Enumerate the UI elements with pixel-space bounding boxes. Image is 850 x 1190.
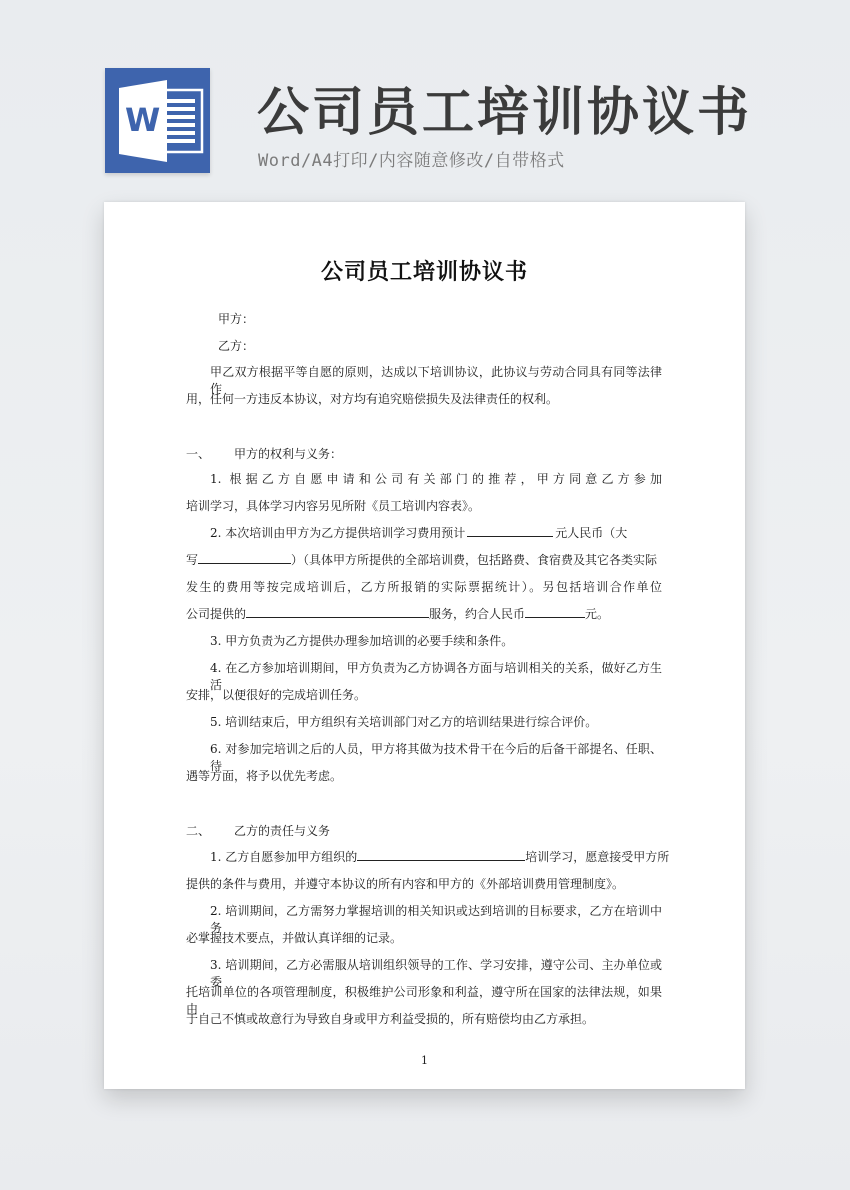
- word-icon-letter: W: [125, 101, 161, 139]
- s2-item2-line1: 2. 培训期间，乙方需努力掌握培训的相关知识或达到培训的目标要求，乙方在培训中务: [210, 904, 662, 935]
- section1-heading: 甲方的权利与义务：: [234, 447, 343, 461]
- s2-item1-text-b: 培训学习，愿意接受甲方所: [525, 850, 670, 864]
- s1-item4-line2: 安排，以便很好的完成培训任务。: [186, 688, 367, 702]
- s1-item2-line4: [186, 605, 609, 622]
- banner-subtitle: Word/A4打印/内容随意修改/自带格式: [258, 151, 565, 171]
- party-a-label: 甲方：: [218, 312, 255, 326]
- fee-uppercase-blank[interactable]: [198, 551, 291, 564]
- intro-line-2: 用，任何一方违反本协议，对方均有追究赔偿损失及法律责任的权利。: [186, 392, 559, 406]
- s1-item2-text-a: 2. 本次培训由甲方为乙方提供培训学习费用预计: [210, 526, 466, 540]
- fee-estimate-blank[interactable]: [467, 524, 553, 537]
- document-title: 公司员工培训协议书: [320, 260, 528, 285]
- s2-item3-line2: 托培训单位的各项管理制度，积极维护公司形象和利益，遵守所在国家的法律法规，如果由: [186, 985, 662, 1016]
- s2-item1-text-a: 1. 乙方自愿参加甲方组织的: [210, 850, 358, 864]
- s1-item2-line3: 发生的费用等按完成培训后，乙方所报销的实际票据统计）。另包括培训合作单位: [186, 580, 662, 594]
- s2-item3-line3: 于自己不慎或故意行为导致自身或甲方利益受损的，所有赔偿均由乙方承担。: [186, 1012, 595, 1026]
- s1-item2-text-g: 元。: [585, 607, 610, 621]
- s1-item1-line2: 培训学习，具体学习内容另见所附《员工培训内容表》。: [186, 499, 481, 513]
- party-b-label: 乙方：: [218, 339, 255, 353]
- s1-item2-text-f: 服务，约合人民币: [429, 607, 526, 621]
- s1-item2-text-c: 写: [186, 553, 199, 567]
- s1-item2-text-b: 元人民币（大: [555, 526, 628, 540]
- intro-line-1: 甲乙双方根据平等自愿的原则，达成以下培训协议，此协议与劳动合同具有同等法律作: [210, 365, 662, 396]
- s1-item2-line1: [210, 524, 627, 541]
- s2-item1-line2: 提供的条件与费用，并遵守本协议的所有内容和甲方的《外部培训费用管理制度》。: [186, 877, 625, 891]
- word-icon: [105, 68, 210, 173]
- s2-item3-line1: 3. 培训期间，乙方必需服从培训组织领导的工作、学习安排，遵守公司、主办单位或委: [210, 958, 662, 989]
- s1-item6-line2: 遇等方面，将予以优先考虑。: [186, 769, 343, 783]
- banner-title: 公司员工培训协议书: [257, 83, 753, 143]
- section2-number: 二、: [186, 824, 211, 838]
- s2-item2-line2: 必掌握技术要点，并做认真详细的记录。: [186, 931, 403, 945]
- s1-item1-line1: 1. 根据乙方自愿申请和公司有关部门的推荐，甲方同意乙方参加: [210, 472, 662, 486]
- service-blank[interactable]: [246, 605, 429, 618]
- page-number: 1: [421, 1054, 428, 1067]
- s1-item2-text-d: ）（具体甲方所提供的全部培训费，包括路费、食宿费及其它各类实际: [291, 553, 658, 567]
- section2-heading: 乙方的责任与义务: [234, 824, 331, 838]
- s1-item3: 3. 甲方负责为乙方提供办理参加培训的必要手续和条件。: [210, 634, 514, 648]
- service-amount-blank[interactable]: [525, 605, 585, 618]
- section1-number: 一、: [186, 447, 211, 461]
- training-name-blank[interactable]: [357, 848, 525, 861]
- s1-item5: 5. 培训结束后，甲方组织有关培训部门对乙方的培训结果进行综合评价。: [210, 715, 598, 729]
- s1-item2-line2: [186, 551, 657, 568]
- s1-item6-line1: 6. 对参加完培训之后的人员，甲方将其做为技术骨干在今后的后备干部提名、任职、待: [210, 742, 662, 773]
- s1-item2-text-e: 公司提供的: [186, 607, 247, 621]
- s2-item1-line1: [210, 848, 669, 865]
- s1-item4-line1: 4. 在乙方参加培训期间，甲方负责为乙方协调各方面与培训相关的关系，做好乙方生活: [210, 661, 662, 692]
